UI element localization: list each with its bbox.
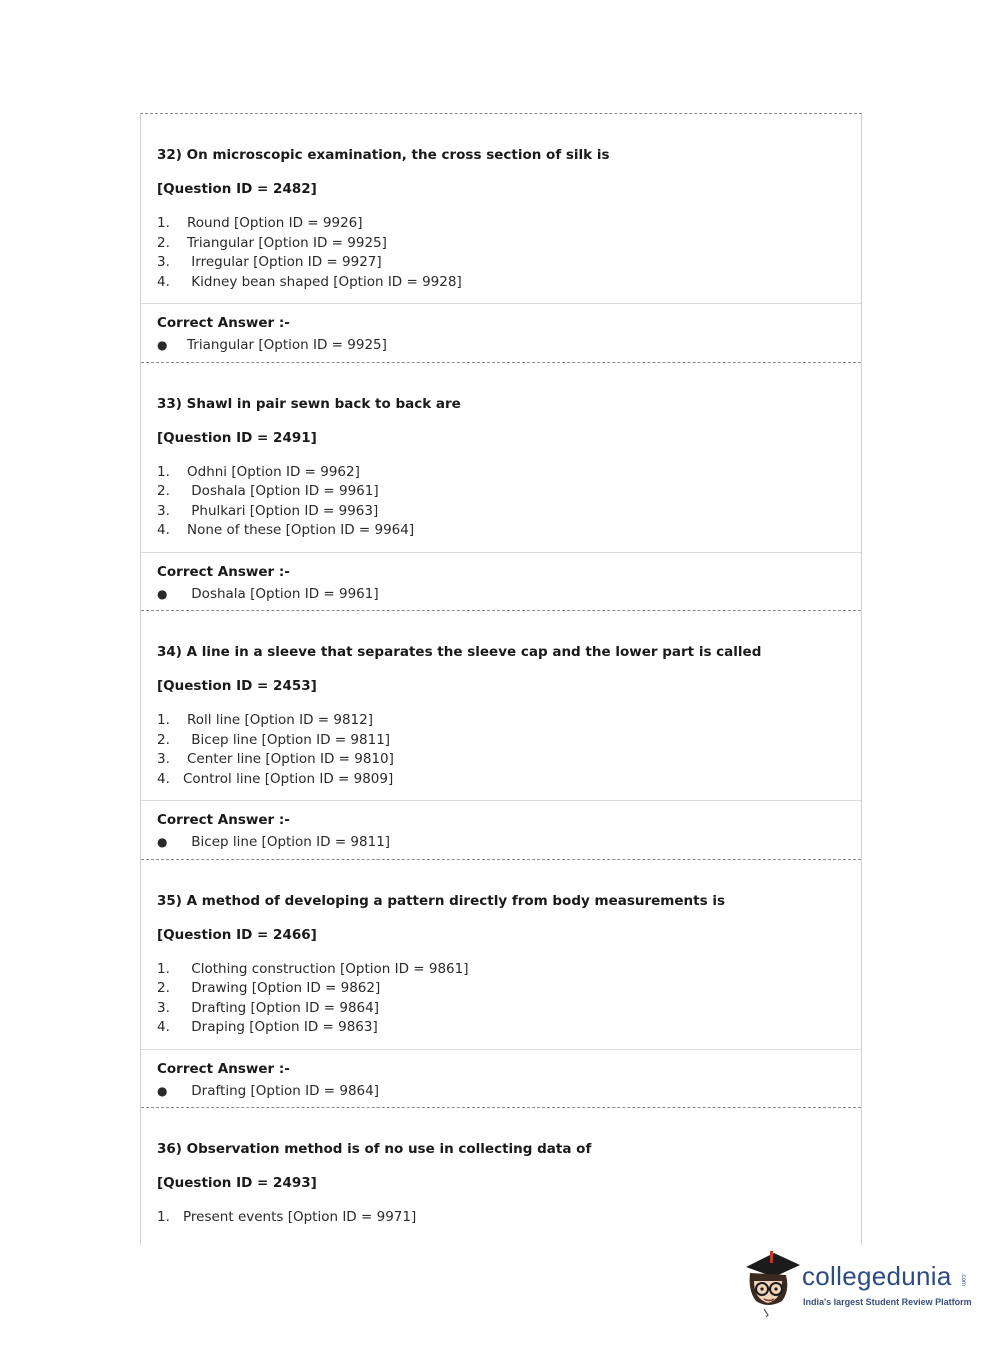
bullet-icon: ●	[157, 338, 168, 352]
bullet-icon: ●	[157, 586, 168, 601]
question-id: [Question ID = 2453]	[157, 678, 317, 694]
correct-answer-label: Correct Answer :-	[157, 563, 290, 580]
option-number: 2.	[157, 731, 170, 748]
option-number: 1.	[157, 1209, 170, 1225]
option-item	[157, 711, 861, 731]
option-number: 1.	[157, 712, 170, 728]
question-sheet	[140, 113, 862, 1245]
answer-section	[141, 304, 861, 362]
option-item	[157, 1018, 861, 1038]
option-text: Control line [Option ID = 9809]	[183, 770, 394, 787]
logo-wordmark: collegedunia	[802, 1261, 952, 1291]
option-text: Bicep line [Option ID = 9811]	[187, 731, 391, 748]
question-body	[141, 860, 861, 1050]
option-text: Triangular [Option ID = 9925]	[187, 234, 387, 251]
correct-answer-label: Correct Answer :-	[157, 812, 290, 828]
question-block	[141, 860, 861, 1109]
question-title: 36) Observation method is of no use in collecting data of	[157, 1141, 592, 1157]
option-text: Drafting [Option ID = 9864]	[187, 999, 379, 1016]
correct-answer	[157, 336, 861, 355]
correct-answer	[157, 833, 861, 852]
option-number: 4.	[157, 522, 170, 538]
options-list	[157, 960, 861, 1038]
option-number: 1.	[157, 215, 170, 231]
option-text: Clothing construction [Option ID = 9861]	[187, 960, 469, 977]
question-body	[141, 1108, 861, 1245]
option-number: 1.	[157, 960, 170, 977]
mascot-icon	[740, 1247, 804, 1319]
option-item	[157, 731, 861, 751]
question-title: 32) On microscopic examination, the cross section of silk is	[157, 147, 610, 163]
option-text: Drawing [Option ID = 9862]	[187, 980, 381, 996]
answer-section	[141, 801, 861, 859]
question-body	[141, 114, 861, 304]
option-text: Phulkari [Option ID = 9963]	[187, 502, 379, 519]
correct-answer-text: Triangular [Option ID = 9925]	[187, 337, 387, 353]
option-item	[157, 463, 861, 483]
question-title: 35) A method of developing a pattern directly from body measurements is	[157, 892, 725, 909]
option-number: 2.	[157, 483, 170, 499]
option-text: Doshala [Option ID = 9961]	[187, 483, 379, 499]
option-number: 4.	[157, 1019, 170, 1035]
option-text: Irregular [Option ID = 9927]	[187, 254, 382, 270]
correct-answer	[157, 585, 861, 604]
option-text: Center line [Option ID = 9810]	[187, 751, 394, 767]
answer-section	[141, 1050, 861, 1108]
correct-answer-text: Doshala [Option ID = 9961]	[187, 585, 379, 602]
question-body	[141, 363, 861, 553]
correct-answer-label: Correct Answer :-	[157, 1060, 290, 1077]
option-number: 3.	[157, 502, 170, 519]
question-id: [Question ID = 2493]	[157, 1175, 317, 1191]
question-id: [Question ID = 2482]	[157, 181, 317, 197]
option-item	[157, 770, 861, 790]
question-block	[141, 1108, 861, 1245]
correct-answer-label: Correct Answer :-	[157, 315, 290, 331]
option-item	[157, 960, 861, 980]
option-text: Draping [Option ID = 9863]	[187, 1019, 378, 1035]
option-number: 4.	[157, 770, 170, 787]
option-item	[157, 234, 861, 254]
option-item	[157, 979, 861, 999]
options-list	[157, 711, 861, 789]
options-list	[157, 1208, 861, 1228]
option-item	[157, 750, 861, 770]
option-number: 2.	[157, 980, 170, 996]
option-item	[157, 273, 861, 293]
question-id: [Question ID = 2491]	[157, 429, 317, 446]
option-item	[157, 502, 861, 522]
question-title: 33) Shawl in pair sewn back to back are	[157, 395, 461, 412]
option-number: 1.	[157, 463, 170, 480]
question-id: [Question ID = 2466]	[157, 926, 317, 943]
question-title: 34) A line in a sleeve that separates the sleeve cap and the lower part is called	[157, 644, 762, 660]
option-item	[157, 1208, 861, 1228]
options-list	[157, 214, 861, 292]
option-number: 2.	[157, 234, 170, 251]
option-number: 3.	[157, 254, 170, 270]
correct-answer	[157, 1082, 861, 1101]
option-text: Odhni [Option ID = 9962]	[187, 463, 360, 480]
question-block	[141, 114, 861, 363]
collegedunia-logo[interactable]	[740, 1247, 972, 1319]
bullet-icon: ●	[157, 1083, 168, 1098]
option-item	[157, 521, 861, 541]
bullet-icon: ●	[157, 835, 168, 849]
answer-section	[141, 553, 861, 611]
option-number: 3.	[157, 999, 170, 1016]
option-number: 4.	[157, 273, 170, 290]
options-list	[157, 463, 861, 541]
option-item	[157, 482, 861, 502]
option-text: Kidney bean shaped [Option ID = 9928]	[187, 273, 462, 290]
logo-tagline: India's largest Student Review Platform	[803, 1297, 972, 1307]
option-item	[157, 253, 861, 273]
option-item	[157, 214, 861, 234]
option-text: Roll line [Option ID = 9812]	[187, 712, 373, 728]
logo-domain: .com	[960, 1273, 966, 1287]
question-body	[141, 611, 861, 801]
correct-answer-text: Bicep line [Option ID = 9811]	[187, 834, 391, 850]
question-block	[141, 611, 861, 860]
option-text: Round [Option ID = 9926]	[187, 215, 363, 231]
option-text: Present events [Option ID = 9971]	[183, 1209, 417, 1225]
question-block	[141, 363, 861, 612]
option-number: 3.	[157, 751, 170, 767]
option-item	[157, 999, 861, 1019]
option-text: None of these [Option ID = 9964]	[187, 522, 415, 538]
correct-answer-text: Drafting [Option ID = 9864]	[187, 1082, 379, 1099]
